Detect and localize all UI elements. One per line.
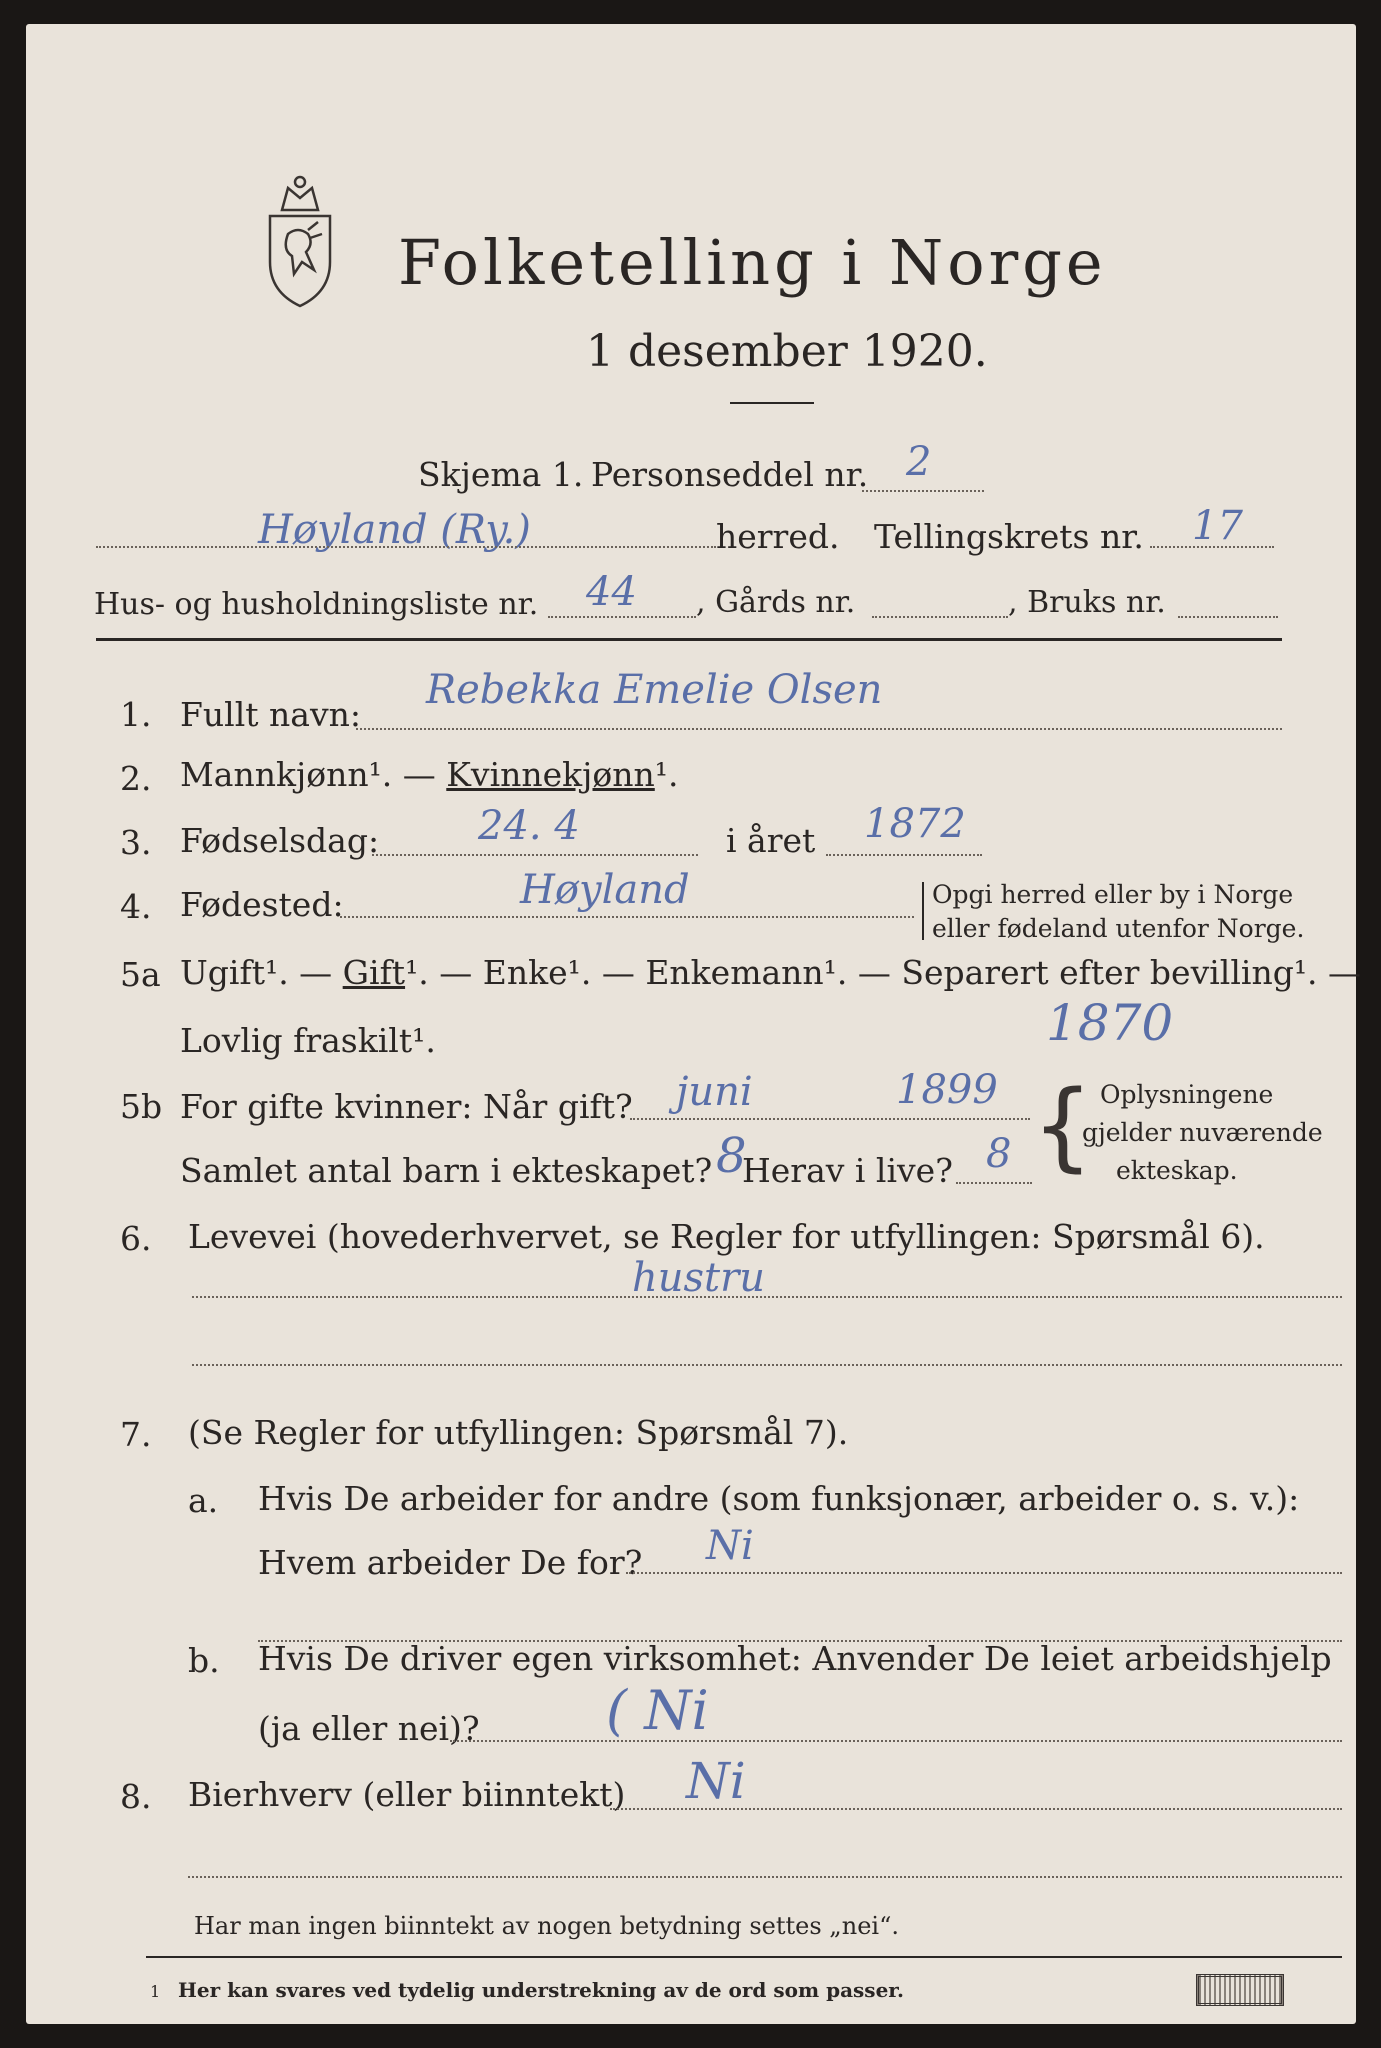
personseddel-label: Personseddel nr.	[591, 455, 869, 494]
form-date: 1 desember 1920.	[586, 326, 988, 377]
q5a-rest: ¹. — Enke¹. — Enkemann¹. — Separert efter bevilling¹. —	[405, 953, 1362, 992]
footer-divider	[146, 1956, 1342, 1958]
footnote-text: Her kan svares ved tydelig understrekning av de ord som passer.	[178, 1978, 904, 2002]
husliste-label: Hus- og husholdningsliste nr.	[94, 587, 539, 622]
q6-number: 6.	[120, 1219, 152, 1258]
q4-label: Fødested:	[180, 885, 344, 924]
q7a-letter: a.	[188, 1481, 219, 1520]
q5b-alive-line	[956, 1182, 1032, 1184]
q5b-alive-label: Herav i live?	[742, 1151, 953, 1190]
q1-line	[356, 728, 1282, 730]
footer-note: Har man ingen biinntekt av nogen betydning settes „nei“.	[194, 1912, 899, 1940]
gards-line	[872, 616, 1008, 618]
q1-label: Fullt navn:	[180, 695, 361, 734]
q3-line	[372, 854, 698, 856]
q3-year-value: 1872	[864, 801, 966, 847]
q7a-line-2: Hvem arbeider De for?	[258, 1543, 643, 1582]
bruks-line	[1178, 616, 1278, 618]
q8-number: 8.	[120, 1777, 152, 1816]
q2-male: Mannkjønn¹. —	[180, 755, 447, 794]
q3-number: 3.	[120, 823, 152, 862]
q7-number: 7.	[120, 1415, 152, 1454]
title-divider	[730, 402, 814, 404]
q5b-note-2: gjelder nuværende	[1082, 1118, 1323, 1147]
q5b-note-3: ekteskap.	[1116, 1156, 1238, 1185]
q5b-married-line	[630, 1118, 1030, 1120]
q7a-line-1: Hvis De arbeider for andre (som funksjonær, arbeider o. s. v.):	[258, 1479, 1300, 1518]
q6-label: Levevei (hovederhvervet, se Regler for utfyllingen: Spørsmål 6).	[188, 1217, 1265, 1256]
q8-label: Bierhverv (eller biinntekt)	[188, 1775, 626, 1814]
q5a-married: Gift	[342, 953, 406, 992]
husliste-value: 44	[586, 569, 637, 615]
q5a-unmarried: Ugift¹. —	[180, 953, 343, 992]
q2-number: 2.	[120, 759, 152, 798]
q7b-line	[450, 1740, 1342, 1742]
q7-label: (Se Regler for utfyllingen: Spørsmål 7).	[188, 1413, 849, 1452]
herred-label: herred.	[716, 517, 840, 556]
q4-bracket	[922, 882, 924, 940]
q3-year-label: i året	[726, 821, 816, 860]
q2-female: Kvinnekjønn	[446, 755, 655, 794]
q7b-line-2: (ja eller nei)?	[258, 1709, 480, 1748]
printer-stamp	[1196, 1974, 1284, 2006]
herred-line	[96, 546, 716, 548]
q5b-children-total: 8	[716, 1128, 747, 1184]
tellingskrets-label: Tellingskrets nr.	[874, 517, 1144, 556]
q3-label: Fødselsdag:	[180, 821, 380, 860]
q4-number: 4.	[120, 887, 152, 926]
q2-text	[180, 755, 679, 794]
q7a-line	[626, 1572, 1342, 1574]
q1-number: 1.	[120, 695, 152, 734]
q4-note-1: Opgi herred eller by i Norge	[932, 880, 1294, 909]
gards-label: , Gårds nr.	[696, 585, 856, 620]
q5a-margin-note: 1870	[1046, 994, 1174, 1052]
q2-suffix: ¹.	[654, 755, 679, 794]
skjema-label: Skjema 1.	[418, 455, 584, 494]
q7a-value: Ni	[706, 1523, 754, 1569]
tellingskrets-line	[1150, 546, 1274, 548]
q8-line	[610, 1808, 1342, 1810]
q1-value: Rebekka Emelie Olsen	[426, 667, 883, 713]
footnote-mark: 1	[150, 1982, 161, 2001]
q5a-line-2: Lovlig fraskilt¹.	[180, 1021, 436, 1060]
q7b-letter: b.	[188, 1641, 220, 1680]
q8-line-extra	[188, 1876, 1342, 1878]
personseddel-value: 2	[906, 439, 932, 485]
q5b-married-year: 1899	[896, 1067, 998, 1113]
q7b-line-1: Hvis De driver egen virksomhet: Anvender De leiet arbeidshjelp	[258, 1639, 1332, 1678]
q5b-number: 5b	[120, 1087, 163, 1126]
personseddel-line	[862, 490, 984, 492]
q5b-married-month: juni	[676, 1069, 753, 1115]
herred-value: Høyland (Ry.)	[258, 507, 531, 553]
q6-line-2	[192, 1364, 1342, 1366]
q6-value: hustru	[632, 1255, 766, 1301]
husliste-line	[548, 616, 696, 618]
q5b-note-1: Oplysningene	[1100, 1080, 1274, 1109]
q6-line-1	[192, 1296, 1342, 1298]
coat-of-arms-icon	[252, 170, 348, 310]
form-title: Folketelling i Norge	[398, 226, 1107, 299]
q5a-line-1	[180, 953, 1362, 992]
q3-value: 24. 4	[478, 803, 580, 849]
q5a-number: 5a	[120, 955, 161, 994]
q8-value: Ni	[686, 1752, 746, 1810]
q4-value: Høyland	[520, 867, 690, 913]
tellingskrets-value: 17	[1192, 503, 1243, 549]
q7b-value: ( Ni	[606, 1679, 709, 1742]
q4-note-2: eller fødeland utenfor Norge.	[932, 914, 1305, 943]
q3-year-line	[826, 854, 982, 856]
bruks-label: , Bruks nr.	[1008, 585, 1166, 620]
q5b-children-alive: 8	[986, 1131, 1012, 1177]
census-form	[26, 24, 1362, 2024]
q5b-line-2: Samlet antal barn i ekteskapet?	[180, 1151, 713, 1190]
q5b-brace: {	[1032, 1070, 1094, 1182]
header-rule	[96, 638, 1282, 641]
q4-line	[340, 916, 914, 918]
q5b-line-1: For gifte kvinner: Når gift?	[180, 1087, 633, 1126]
